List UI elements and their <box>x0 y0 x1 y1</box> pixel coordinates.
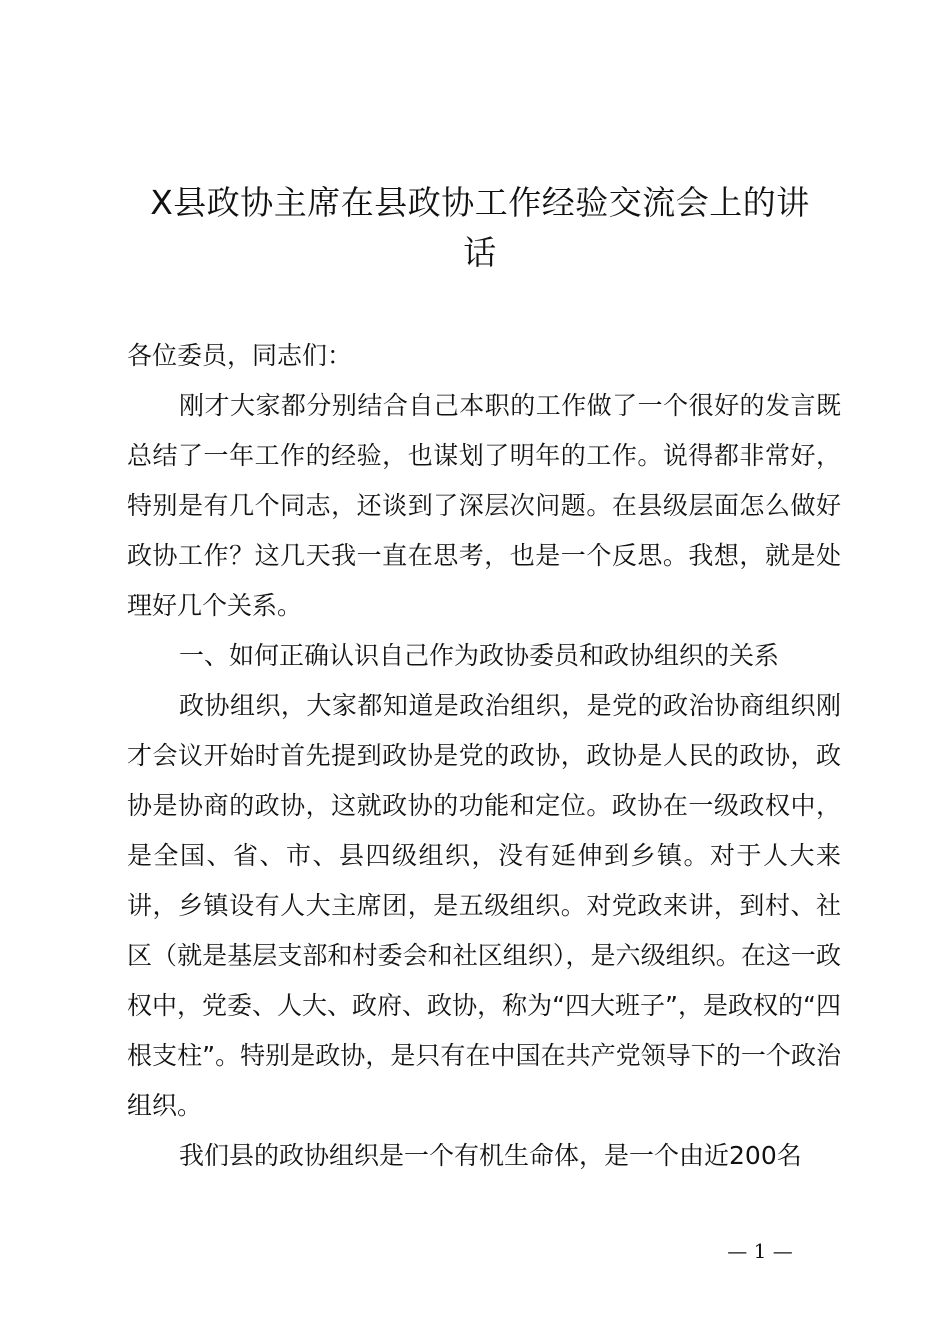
title-line-1: X县政协主席在县政协工作经验交流会上的讲 <box>150 183 810 222</box>
paragraph-opening: 刚才大家都分别结合自己本职的工作做了一个很好的发言既总结了一年工作的经验，也谋划了明年的工作。说得都非常好，特别是有几个同志，还谈到了深层次问题。在县级层面怎么做好政协工作？这几天我一直在思考，也是一个反思。我想，就是处理好几个关系。 <box>127 391 841 620</box>
document-body <box>127 331 841 1181</box>
page-number: — 1 — <box>727 1239 793 1263</box>
salutation: 各位委员，同志们： <box>127 341 353 370</box>
paragraph-cppcc-organization: 政协组织，大家都知道是政治组织，是党的政治协商组织刚才会议开始时首先提到政协是党的政协，政协是人民的政协，政协是协商的政协，这就政协的功能和定位。政协在一级政权中，是全国、省、市、县四级组织，没有延伸到乡镇。对于人大来讲，乡镇设有人大主席团，是五级组织。对党政来讲，到村、社区（就是基层支部和村委会和社区组织），是六级组织。在这一政权中，党委、人大、政府、政协，称为“四大班子”，是政权的“四根支柱”。特别是政协，是只有在中国在共产党领导下的一个政治组织。 <box>127 691 841 1120</box>
title-line-2: 话 <box>463 233 497 272</box>
section-heading-1: 一、如何正确认识自己作为政协委员和政协组织的关系 <box>179 641 780 670</box>
document-title <box>110 178 850 278</box>
paragraph-county-cppcc: 我们县的政协组织是一个有机生命体，是一个由近200名 <box>179 1141 802 1170</box>
